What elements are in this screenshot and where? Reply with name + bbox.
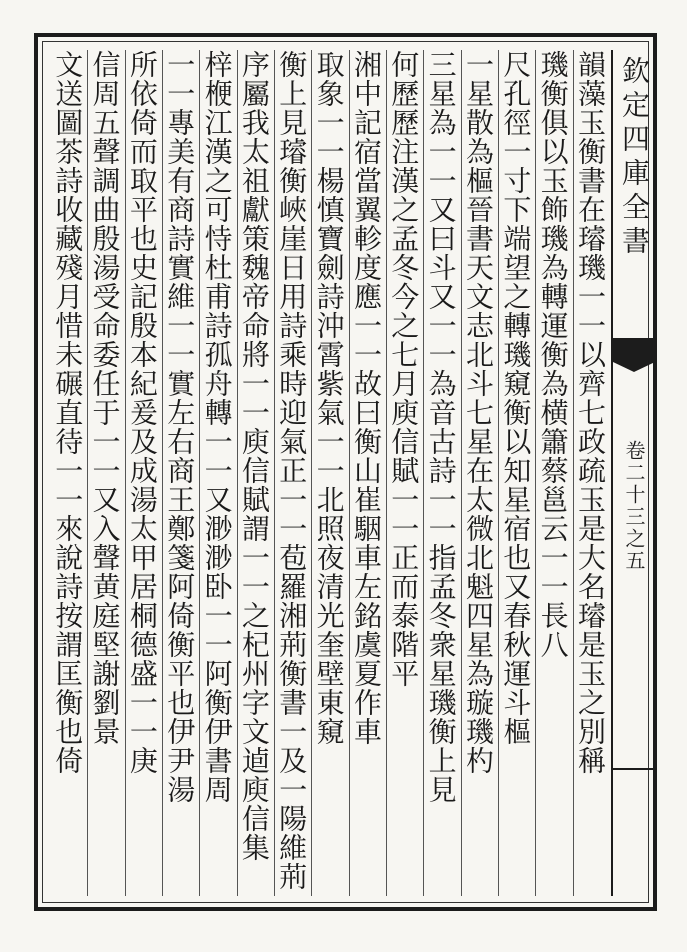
text-column: 所依倚而取平也史記殷本紀爰及成湯太甲居桐德盛一一庚 xyxy=(125,50,162,896)
text-column: 何歷歷注漢之孟冬今之七月庾信賦一一正而泰階平 xyxy=(386,50,423,896)
text-column: 文送圖茶詩收藏殘月惜未碾直待一一來說詩按謂匡衡也倚 xyxy=(51,50,85,775)
text-column: 梓楩江漢之可恃杜甫詩孤舟轉一一又渺渺卧一一阿衡伊書周 xyxy=(199,50,236,896)
fish-tail-mark xyxy=(613,338,655,362)
text-column: 三星為一一又曰斗又一一為音古詩一一指孟冬衆星璣衡上見 xyxy=(423,50,460,896)
volume-label: 卷二十三之五 xyxy=(622,440,646,572)
text-column: 湘中記宿當翼軫度應一一故曰衡山崔駰車左銘虞夏作車 xyxy=(349,50,386,896)
text-column: 一星散為樞晉書天文志北斗七星在太微北魁四星為璇璣杓 xyxy=(461,50,498,896)
book-title: 欽定四庫全書 xyxy=(618,56,651,260)
text-column: 信周五聲調曲殷湯受命委任于一一又入聲黄庭堅謝劉景 xyxy=(87,50,124,896)
margin-rule xyxy=(611,768,653,770)
text-column: 璣衡俱以玉飾璣為轉運衡為横簫蔡邕云一一長八 xyxy=(535,50,572,896)
text-column: 一一專美有商詩實維一一實左右商王鄭箋阿倚衡平也伊尹湯 xyxy=(162,50,199,896)
text-column: 取象一一楊慎寶劍詩沖霄紫氣一一北照夜清光奎壁東窺 xyxy=(311,50,348,896)
text-column: 尺孔徑一寸下端望之轉璣窺衡以知星宿也又春秋運斗樞 xyxy=(498,50,535,896)
text-column: 衡上見璿衡峽崖日用詩乘時迎氣正一一苞羅湘荊衡書一及一陽維荊 xyxy=(274,50,311,896)
text-block xyxy=(50,50,610,896)
text-column: 韻藻玉衡書在璿璣一一以齊七政疏玉是大名璿是玉之別稱 xyxy=(573,50,610,896)
text-column: 序屬我太祖獻策魏帝命將一一庾信賦謂一一之杞州字文逌庾信集 xyxy=(237,50,274,896)
